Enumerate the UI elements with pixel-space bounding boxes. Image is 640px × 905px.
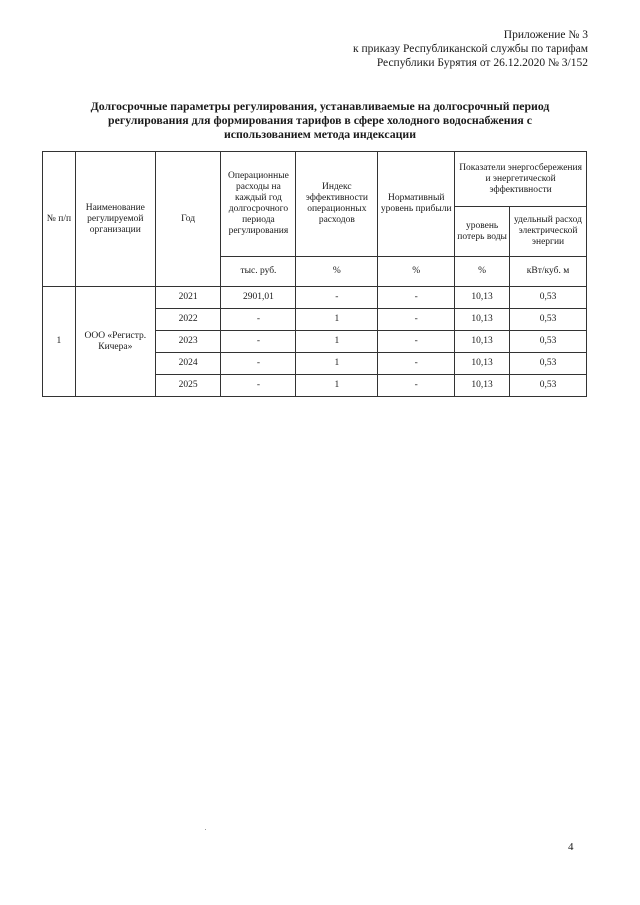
cell-efficiency: 1 — [296, 309, 378, 331]
title-line-3: использованием метода индексации — [223, 127, 417, 141]
cell-loss: 10,13 — [455, 287, 510, 309]
cell-year: 2022 — [155, 309, 221, 331]
table-row — [43, 287, 587, 309]
org-num: 1 — [43, 287, 76, 397]
cell-opex: - — [221, 331, 296, 353]
cell-efficiency: 1 — [296, 331, 378, 353]
cell-opex: 2901,01 — [221, 287, 296, 309]
appendix-number: Приложение № 3 — [503, 29, 588, 41]
page-number: 4 — [568, 841, 574, 853]
regulation-parameters-table — [42, 151, 587, 397]
appendix-order-date: Республики Бурятия от 26.12.2020 № 3/152 — [376, 57, 588, 69]
cell-electric: 0,53 — [510, 287, 587, 309]
unit-profit: % — [378, 257, 455, 287]
cell-loss: 10,13 — [455, 353, 510, 375]
cell-profit: - — [378, 309, 455, 331]
cell-year: 2023 — [155, 331, 221, 353]
unit-loss: % — [455, 257, 510, 287]
header-profit: Нормативный уровень прибыли — [378, 152, 455, 257]
cell-loss: 10,13 — [455, 331, 510, 353]
cell-opex: - — [221, 309, 296, 331]
cell-loss: 10,13 — [455, 309, 510, 331]
cell-electric: 0,53 — [510, 331, 587, 353]
cell-efficiency: 1 — [296, 375, 378, 397]
cell-opex: - — [221, 353, 296, 375]
cell-profit: - — [378, 375, 455, 397]
unit-efficiency: % — [296, 257, 378, 287]
header-loss: уровень потерь воды — [455, 207, 510, 257]
unit-electric: кВт/куб. м — [510, 257, 587, 287]
document-title — [40, 99, 600, 141]
cell-profit: - — [378, 353, 455, 375]
cell-loss: 10,13 — [455, 375, 510, 397]
org-name: ООО «Регистр. Кичера» — [75, 287, 155, 397]
header-org: Наименование регулируемой организации — [75, 152, 155, 287]
header-efficiency: Индекс эффективности операционных расходов — [296, 152, 378, 257]
unit-opex: тыс. руб. — [221, 257, 296, 287]
cell-profit: - — [378, 287, 455, 309]
header-opex: Операционные расходы на каждый год долгосрочного периода регулирования — [221, 152, 296, 257]
cell-efficiency: 1 — [296, 353, 378, 375]
header-electric: удельный расход электрической энергии — [510, 207, 587, 257]
scan-speck — [205, 829, 206, 830]
title-line-2: регулирования для формирования тарифов в сфере холодного водоснабжения с — [108, 113, 532, 127]
title-line-1: Долгосрочные параметры регулирования, устанавливаемые на долгосрочный период — [90, 99, 550, 113]
cell-profit: - — [378, 331, 455, 353]
cell-year: 2025 — [155, 375, 221, 397]
cell-electric: 0,53 — [510, 309, 587, 331]
header-year: Год — [155, 152, 221, 287]
cell-year: 2021 — [155, 287, 221, 309]
cell-electric: 0,53 — [510, 375, 587, 397]
header-energy-group: Показатели энергосбережения и энергетической эффективности — [455, 152, 587, 207]
cell-opex: - — [221, 375, 296, 397]
cell-efficiency: - — [296, 287, 378, 309]
appendix-header — [353, 28, 588, 70]
header-num: № п/п — [43, 152, 76, 287]
cell-electric: 0,53 — [510, 353, 587, 375]
appendix-order-ref: к приказу Республиканской службы по тарифам — [353, 43, 588, 55]
cell-year: 2024 — [155, 353, 221, 375]
